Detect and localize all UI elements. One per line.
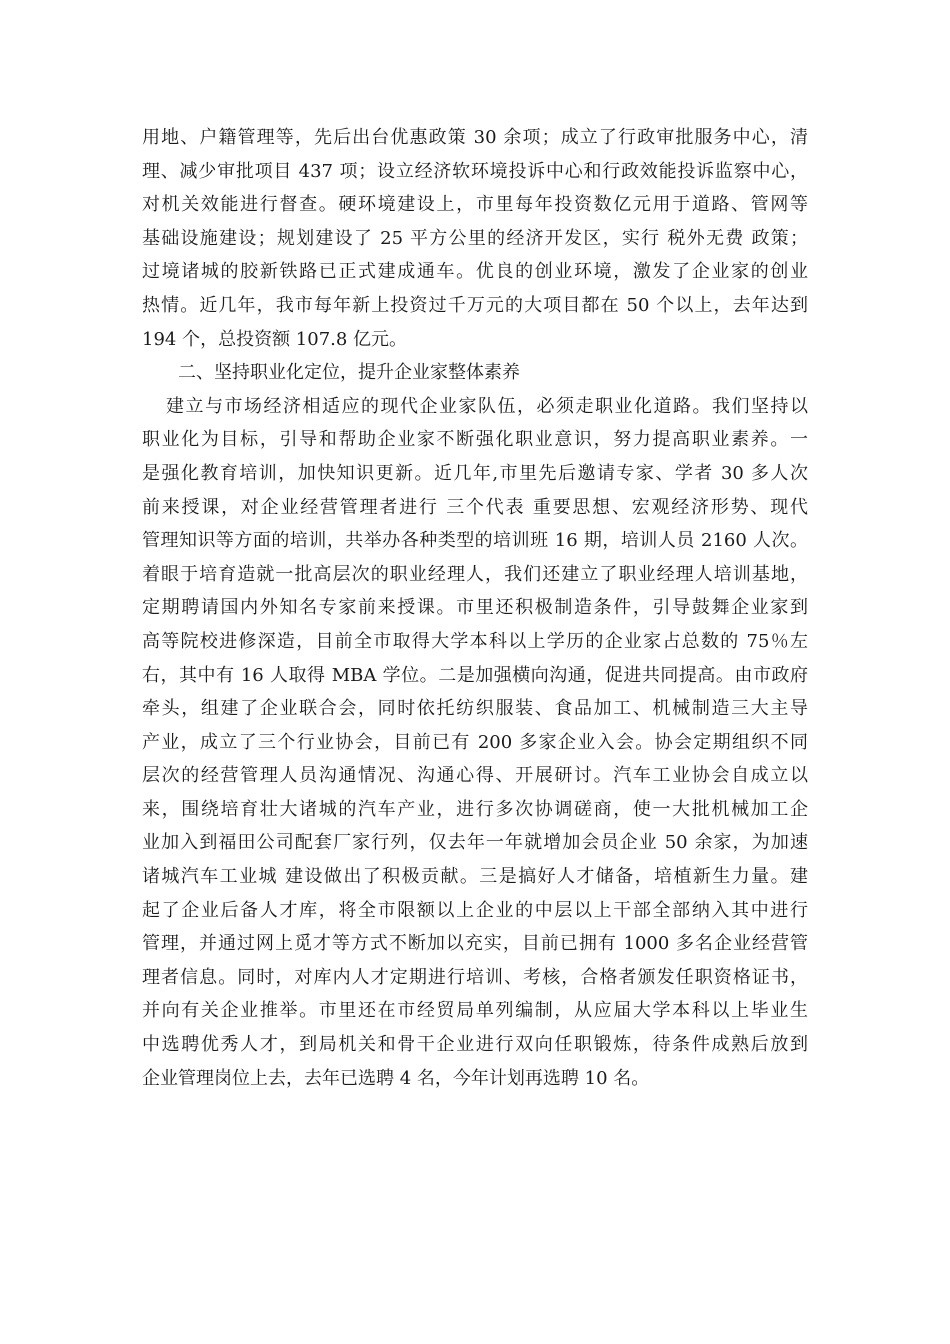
text-line: 业加入到福田公司配套厂家行列，仅去年一年就增加会员企业 50 余家，为加速 — [142, 832, 808, 854]
paragraph-professionalization — [142, 390, 808, 1095]
text-line: 建立与市场经济相适应的现代企业家队伍，必须走职业化道路。我们坚持以 — [166, 395, 808, 417]
text-line: 中选聘优秀人才，到局机关和骨干企业进行双向任职锻炼，待条件成熟后放到 — [142, 1034, 808, 1056]
text-line: 着眼于培育造就一批高层次的职业经理人，我们还建立了职业经理人培训基地， — [142, 563, 808, 585]
text-line: 基础设施建设；规划建设了 25 平方公里的经济开发区，实行 税外无费 政策； — [142, 227, 808, 249]
text-line: 理、减少审批项目 437 项；设立经济软环境投诉中心和行政效能投诉监察中心， — [142, 160, 808, 182]
text-line: 热情。近几年，我市每年新上投资过千万元的大项目都在 50 个以上，去年达到 — [142, 294, 808, 316]
text-line: 企业管理岗位上去，去年已选聘 4 名，今年计划再选聘 10 名。 — [142, 1067, 650, 1089]
text-line: 职业化为目标，引导和帮助企业家不断强化职业意识，努力提高职业素养。一 — [142, 429, 808, 451]
text-line: 过境诸城的胶新铁路已正式建成通车。优良的创业环境，激发了企业家的创业 — [142, 261, 808, 283]
document-body — [142, 121, 808, 1095]
text-line: 管理，并通过网上觅才等方式不断加以充实，目前已拥有 1000 多名企业经营管 — [142, 933, 808, 955]
text-line: 右，其中有 16 人取得 MBA 学位。二是加强横向沟通，促进共同提高。由市政府 — [142, 664, 808, 686]
text-line: 牵头，组建了企业联合会，同时依托纺织服装、食品加工、机械制造三大主导 — [142, 698, 808, 720]
text-line: 管理知识等方面的培训，共举办各种类型的培训班 16 期，培训人员 2160 人次。 — [142, 530, 808, 552]
section-heading: 二、坚持职业化定位，提升企业家整体素养 — [178, 362, 520, 384]
text-line: 定期聘请国内外知名专家前来授课。市里还积极制造条件，引导鼓舞企业家到 — [142, 597, 808, 619]
text-line: 起了企业后备人才库，将全市限额以上企业的中层以上干部全部纳入其中进行 — [142, 899, 808, 921]
text-line: 产业，成立了三个行业协会，目前已有 200 多家企业入会。协会定期组织不同 — [142, 731, 808, 753]
text-line: 194 个，总投资额 107.8 亿元。 — [142, 328, 408, 350]
text-line: 对机关效能进行督查。硬环境建设上，市里每年投资数亿元用于道路、管网等 — [142, 194, 808, 216]
text-line: 理者信息。同时，对库内人才定期进行培训、考核，合格者颁发任职资格证书， — [142, 966, 808, 988]
text-line: 来，围绕培育壮大诸城的汽车产业，进行多次协调磋商，使一大批机械加工企 — [142, 798, 808, 820]
text-line: 用地、户籍管理等，先后出台优惠政策 30 余项；成立了行政审批服务中心，清 — [142, 127, 808, 148]
text-line: 是强化教育培训，加快知识更新。近几年,市里先后邀请专家、学者 30 多人次 — [142, 462, 808, 484]
paragraph-policy-environment — [142, 121, 808, 356]
text-line: 并向有关企业推举。市里还在市经贸局单列编制，从应届大学本科以上毕业生 — [142, 1000, 808, 1022]
text-line: 前来授课，对企业经营管理者进行 三个代表 重要思想、宏观经济形势、现代 — [142, 496, 808, 518]
text-line: 诸城汽车工业城 建设做出了积极贡献。三是搞好人才储备，培植新生力量。建 — [142, 866, 808, 888]
text-line: 层次的经营管理人员沟通情况、沟通心得、开展研讨。汽车工业协会自成立以 — [142, 765, 808, 787]
text-line: 高等院校进修深造，目前全市取得大学本科以上学历的企业家占总数的 75％左 — [142, 630, 808, 652]
